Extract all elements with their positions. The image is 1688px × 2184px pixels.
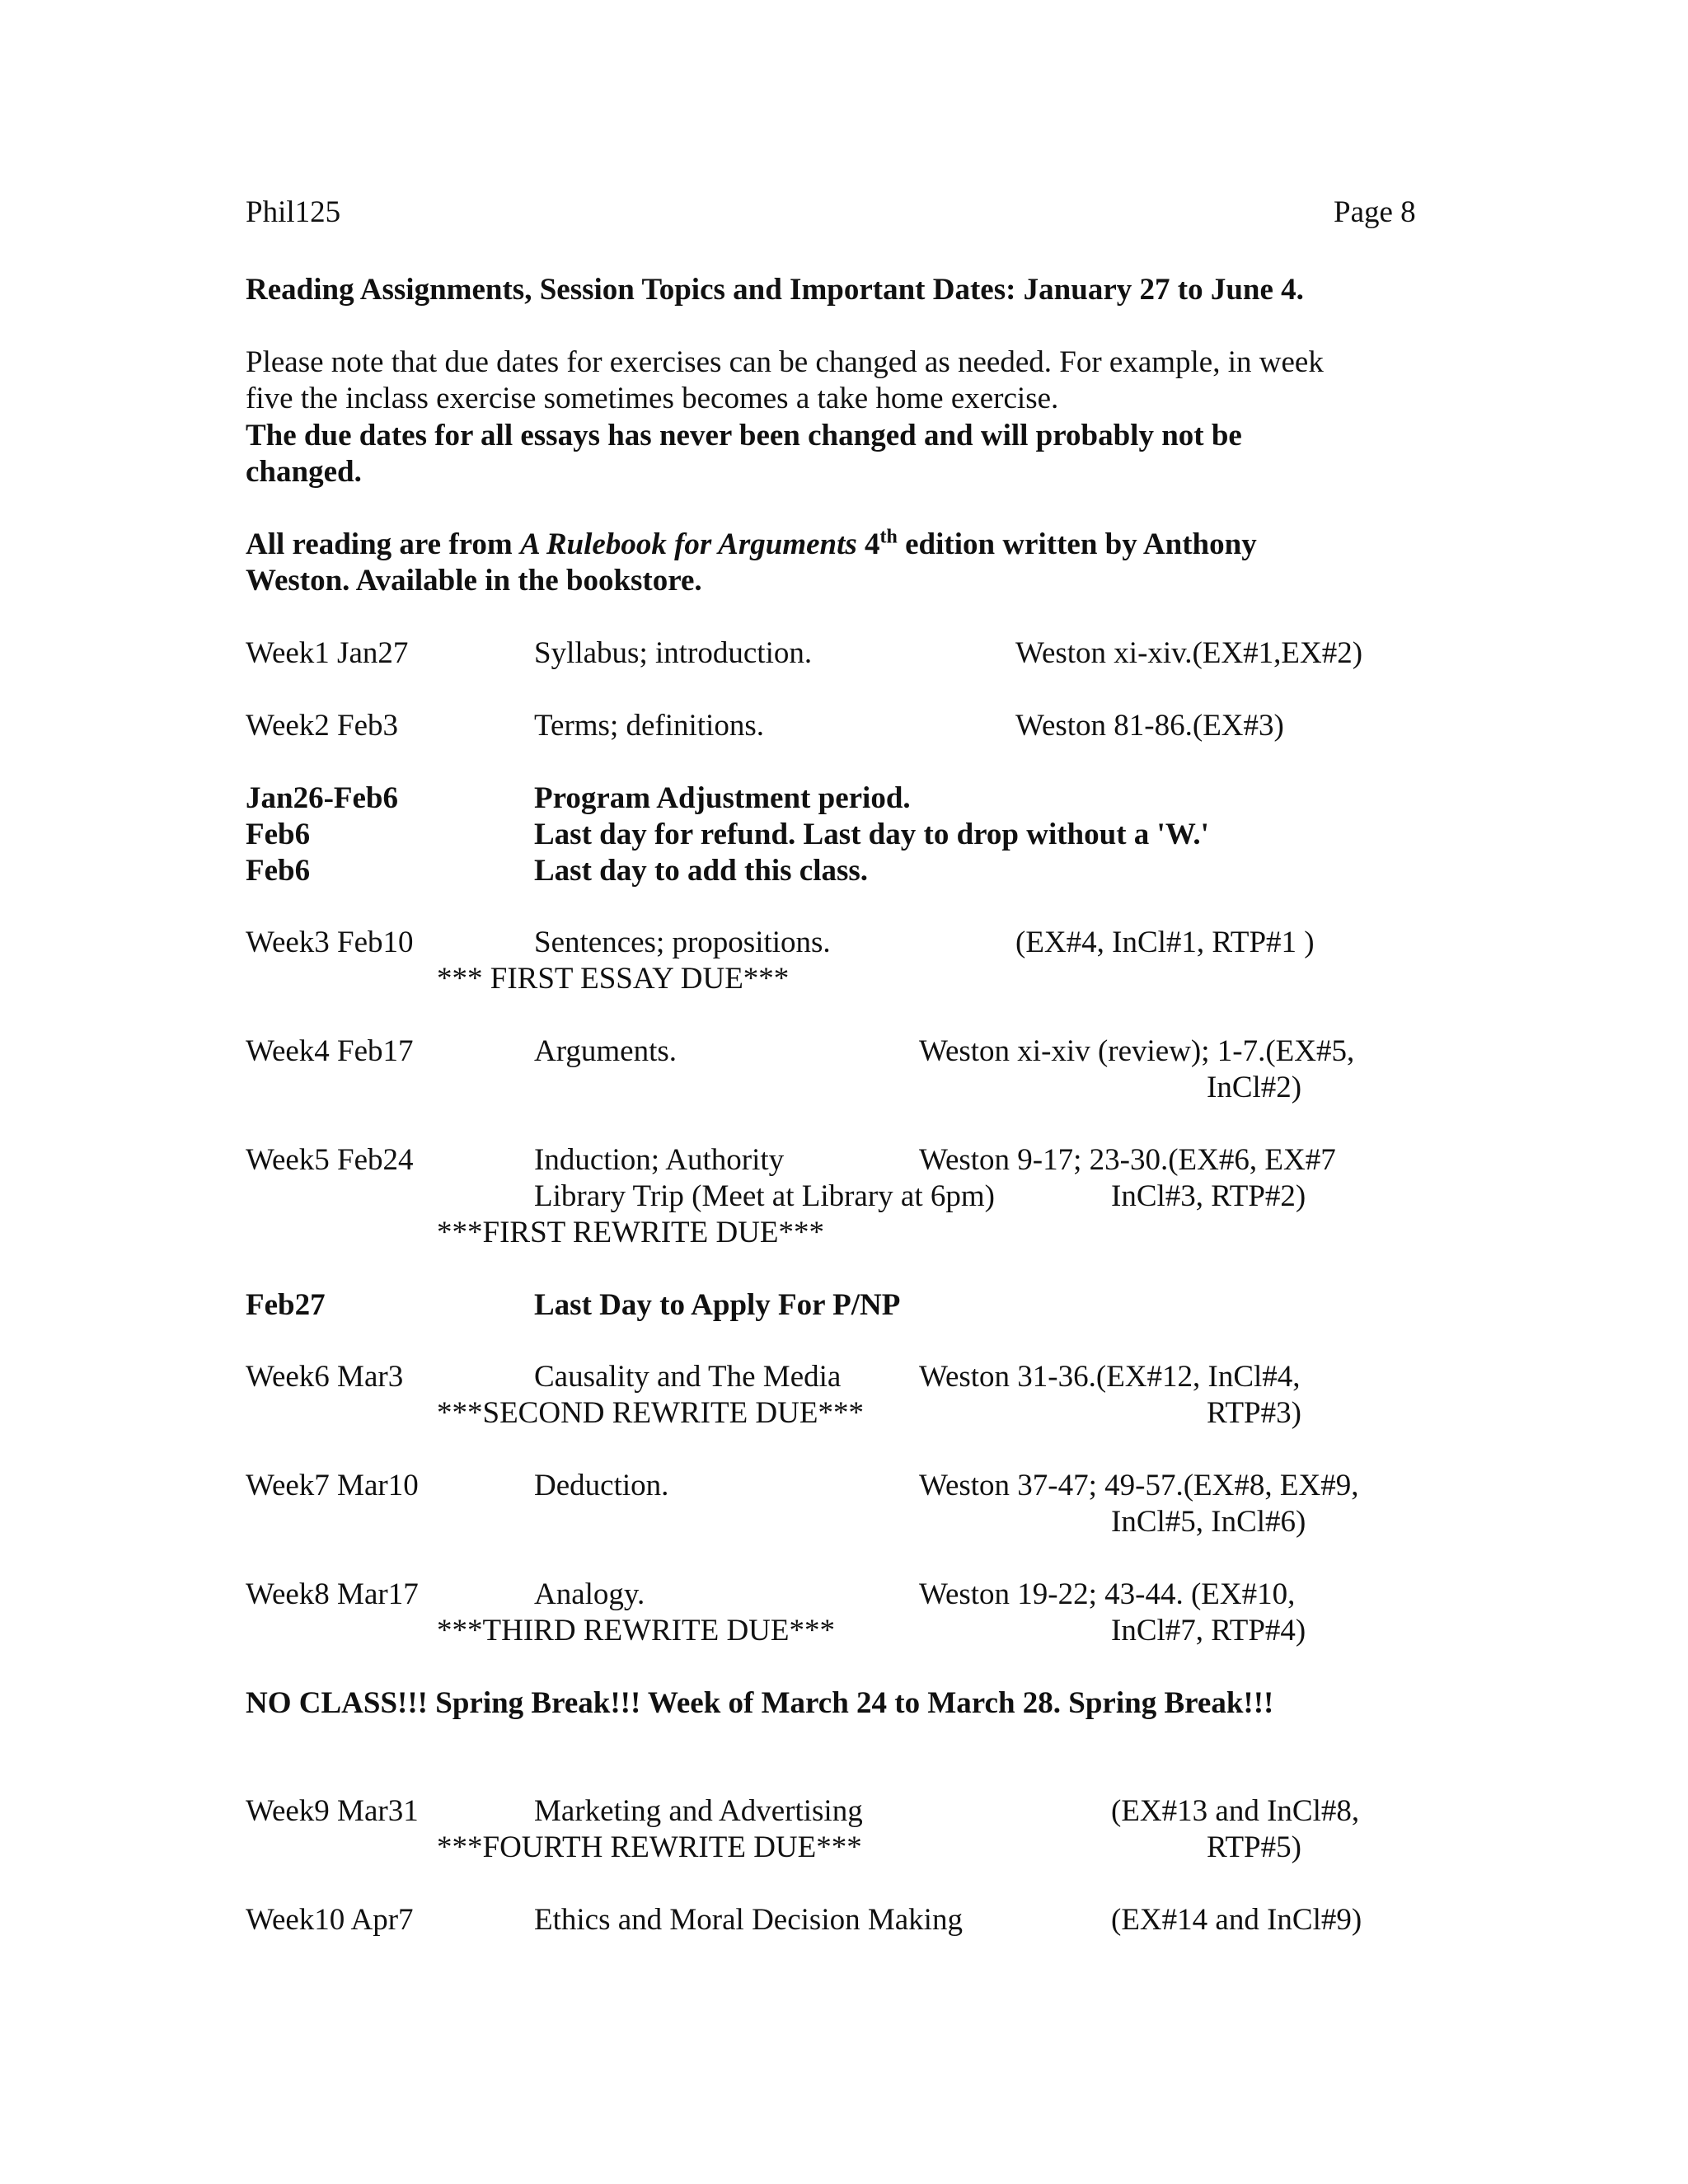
spring-break-notice: NO CLASS!!! Spring Break!!! Week of March 24 to March 28. Spring Break!!! [246,1686,1274,1720]
week4-reading-cont: InCl#2) [1207,1071,1302,1104]
week6-reading-cont: RTP#3) [1207,1396,1301,1430]
week4-label: Week4 Feb17 [246,1034,414,1068]
edition-superscript: th [879,526,898,548]
week5-due: ***FIRST REWRITE DUE*** [437,1216,825,1249]
page-title: Reading Assignments, Session Topics and Important Dates: January 27 to June 4. [246,273,1304,307]
note-bold-line-1: The due dates for all essays has never been changed and will probably not be [246,419,1242,452]
date-refund-text: Last day for refund. Last day to drop without a 'W.' [534,818,1209,851]
date-add-text: Last day to add this class. [534,854,869,888]
week7-label: Week7 Mar10 [246,1469,419,1502]
week3-topic: Sentences; propositions. [534,926,831,959]
note-line-1: Please note that due dates for exercises can be changed as needed. For example, in week [246,345,1324,379]
note-line-2: five the inclass exercise sometimes becomes a take home exercise. [246,382,1059,415]
date-pnp-text: Last Day to Apply For P/NP [534,1288,901,1322]
reading-prefix: All reading are from [246,527,520,561]
week8-topic: Analogy. [534,1577,645,1611]
week3-label: Week3 Feb10 [246,926,414,959]
page-number: Page 8 [1334,195,1416,229]
week1-label: Week1 Jan27 [246,636,409,670]
week6-label: Week6 Mar3 [246,1360,404,1394]
week9-reading: (EX#13 and InCl#8, [1111,1794,1360,1828]
date-adjustment-label: Jan26-Feb6 [246,781,398,815]
week6-reading: Weston 31-36.(EX#12, InCl#4, [919,1360,1301,1394]
edition-number: 4 [856,527,880,561]
course-code: Phil125 [246,195,341,229]
date-refund-label: Feb6 [246,818,311,851]
week3-due: *** FIRST ESSAY DUE*** [437,962,790,996]
week7-topic: Deduction. [534,1469,669,1502]
week9-label: Week9 Mar31 [246,1794,419,1828]
week5-topic-cont: Library Trip (Meet at Library at 6pm) [534,1179,995,1213]
date-pnp-label: Feb27 [246,1288,326,1322]
week7-reading: Weston 37-47; 49-57.(EX#8, EX#9, [919,1469,1359,1502]
reading-source-line-1 [246,527,1257,563]
week2-topic: Terms; definitions. [534,709,764,743]
week4-reading: Weston xi-xiv (review); 1-7.(EX#5, [919,1034,1355,1068]
reading-source-line-2: Weston. Available in the bookstore. [246,564,702,598]
week10-reading: (EX#14 and InCl#9) [1111,1903,1362,1937]
week4-topic: Arguments. [534,1034,678,1068]
book-title: A Rulebook for Arguments [519,527,857,561]
week1-topic: Syllabus; introduction. [534,636,813,670]
week2-reading: Weston 81-86.(EX#3) [1015,709,1284,743]
week8-reading-cont: InCl#7, RTP#4) [1111,1614,1306,1647]
week5-reading-cont: InCl#3, RTP#2) [1111,1179,1306,1213]
date-adjustment-text: Program Adjustment period. [534,781,911,815]
week3-reading: (EX#4, InCl#1, RTP#1 ) [1015,926,1315,959]
week6-topic: Causality and The Media [534,1360,842,1394]
week8-due: ***THIRD REWRITE DUE*** [437,1614,835,1647]
week9-reading-cont: RTP#5) [1207,1830,1301,1864]
week9-due: ***FOURTH REWRITE DUE*** [437,1830,862,1864]
week6-due: ***SECOND REWRITE DUE*** [437,1396,864,1430]
reading-suffix: edition written by Anthony [897,527,1257,561]
week8-label: Week8 Mar17 [246,1577,419,1611]
date-add-label: Feb6 [246,854,311,888]
week8-reading: Weston 19-22; 43-44. (EX#10, [919,1577,1296,1611]
week5-reading: Weston 9-17; 23-30.(EX#6, EX#7 [919,1143,1336,1177]
week2-label: Week2 Feb3 [246,709,399,743]
week10-label: Week10 Apr7 [246,1903,414,1937]
week5-label: Week5 Feb24 [246,1143,414,1177]
week10-topic: Ethics and Moral Decision Making [534,1903,963,1937]
week9-topic: Marketing and Advertising [534,1794,863,1828]
week1-reading: Weston xi-xiv.(EX#1,EX#2) [1015,636,1363,670]
week7-reading-cont: InCl#5, InCl#6) [1111,1505,1306,1539]
note-bold-line-2: changed. [246,455,362,489]
week5-topic: Induction; Authority [534,1143,785,1177]
